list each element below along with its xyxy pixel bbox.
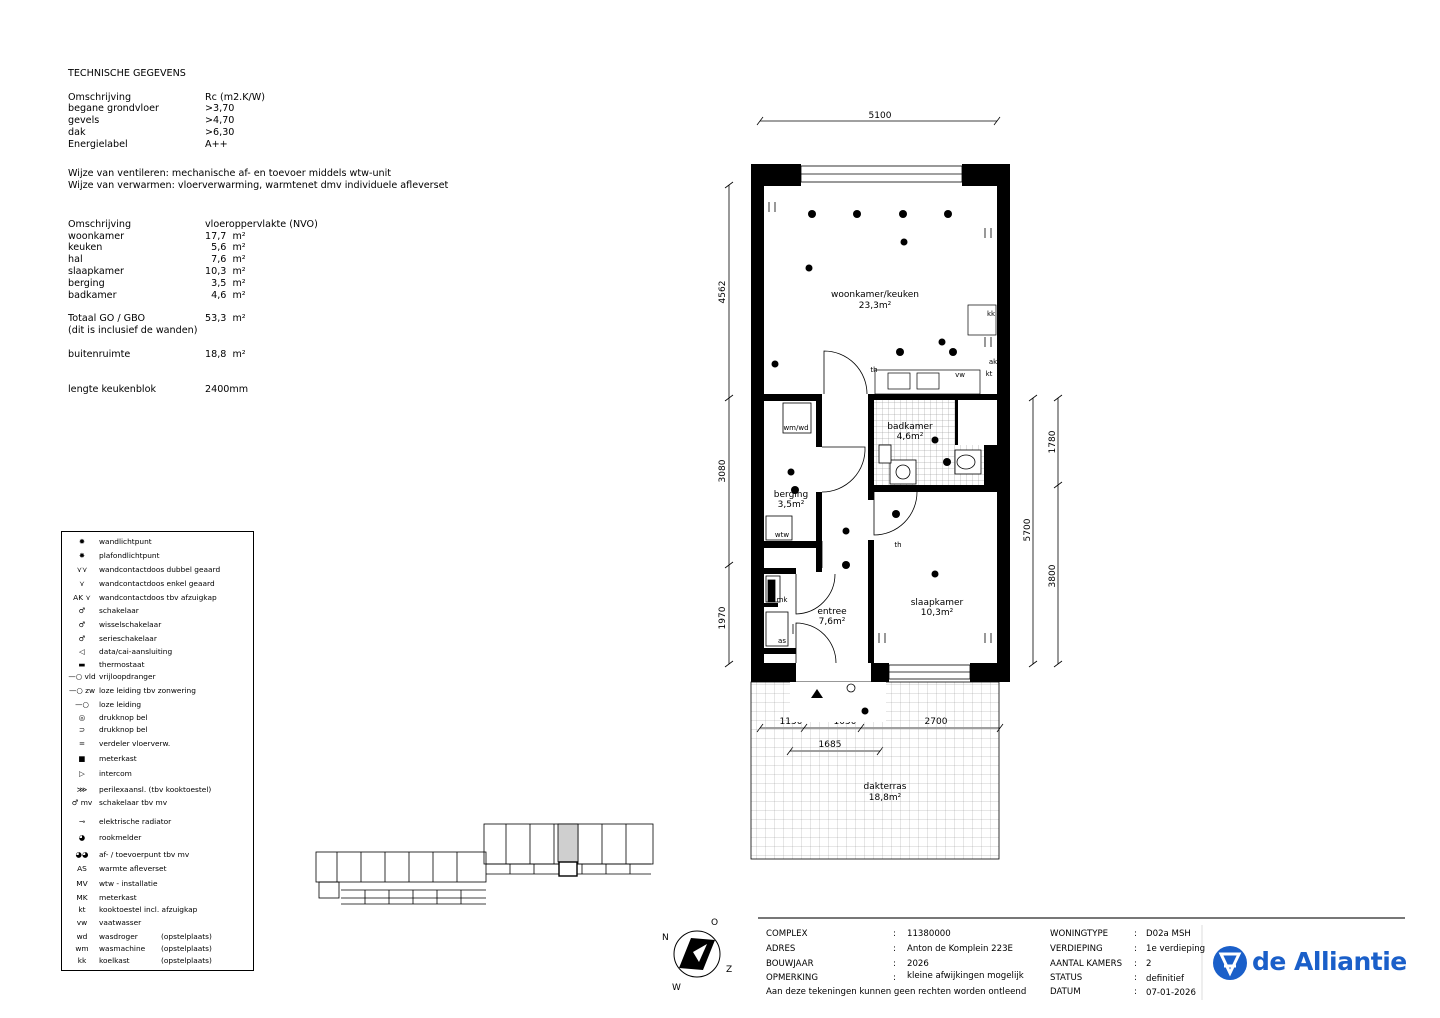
rc-row-label: Energielabel bbox=[68, 138, 128, 150]
legend-label: serieschakelaar bbox=[99, 634, 157, 643]
tb-label: AANTAL KAMERS bbox=[1050, 959, 1123, 969]
room-entry-area: 7,6m² bbox=[818, 617, 846, 627]
area-row-value: 17,7 m² bbox=[205, 230, 246, 242]
legend-label: schakelaar tbv mv bbox=[99, 798, 168, 807]
tb-label: DATUM bbox=[1050, 987, 1081, 997]
tb-label: OPMERKING bbox=[766, 973, 819, 983]
room-entry-name: entree bbox=[817, 607, 847, 617]
legend-label: wasmachine bbox=[99, 944, 146, 953]
tag-ak: ak bbox=[988, 358, 998, 366]
floor-heating-manifold-icon: ═ bbox=[79, 739, 85, 748]
site-key-plan bbox=[316, 824, 653, 904]
dim-right-outer: 5700 bbox=[1023, 518, 1033, 542]
tb-label: BOUWJAAR bbox=[766, 959, 814, 969]
legend-code: MK bbox=[76, 893, 88, 902]
area-row-label: badkamer bbox=[68, 289, 117, 301]
electric-radiator-icon: ⊸ bbox=[78, 817, 86, 826]
rc-row-value: A++ bbox=[205, 138, 228, 150]
tb-sep: : bbox=[893, 929, 896, 939]
kitchen-length-label: lengte keukenblok bbox=[68, 383, 157, 395]
tag-kk: kk bbox=[986, 310, 996, 318]
legend-label: koelkast bbox=[99, 956, 130, 965]
tb-label: ADRES bbox=[766, 944, 796, 954]
compass-w: W bbox=[672, 983, 681, 993]
total-note: (dit is inclusief de wanden) bbox=[68, 324, 198, 336]
ventilation-text: Wijze van ventileren: mechanische af- en toevoer middels wtw-unit bbox=[68, 168, 392, 180]
tb-disclaimer: Aan deze tekeningen kunnen geen rechten worden ontleend bbox=[766, 987, 1027, 997]
legend-label: schakelaar bbox=[99, 606, 139, 615]
room-terrace-name: dakterras bbox=[863, 782, 907, 792]
brand-logo bbox=[1210, 940, 1406, 986]
ceiling-light-icon: ✸ bbox=[78, 551, 86, 560]
compass-icon bbox=[674, 931, 720, 977]
smoke-detector-icon: ◕ bbox=[78, 833, 86, 842]
legend-code: MV bbox=[76, 879, 88, 888]
legend-label: data/cai-aansluiting bbox=[99, 647, 173, 656]
tb-sep: : bbox=[1134, 944, 1137, 954]
double-socket-icon: ⋎⋎ bbox=[76, 565, 88, 574]
tb-sep: : bbox=[1134, 959, 1137, 969]
data-outlet-icon: ◁ bbox=[79, 647, 85, 656]
legend-label: wandcontactdoos enkel geaard bbox=[99, 579, 215, 588]
area-row-label: berging bbox=[68, 277, 105, 289]
legend-label: meterkast bbox=[99, 893, 137, 902]
dim-left-3: 1970 bbox=[718, 606, 728, 630]
tb-sep: : bbox=[893, 944, 896, 954]
legend-label: kooktoestel incl. afzuigkap bbox=[99, 905, 198, 914]
heating-text: Wijze van verwarmen: vloerverwarming, warmtenet dmv individuele afleverset bbox=[68, 180, 449, 192]
tb-sep: : bbox=[893, 973, 896, 983]
room-storage-name: berging bbox=[773, 490, 809, 500]
doorbell-icon: ◎ bbox=[78, 713, 86, 722]
compass-n: N bbox=[662, 933, 669, 943]
legend-label: wandcontactdoos dubbel geaard bbox=[99, 565, 221, 574]
legend-code: AS bbox=[77, 864, 87, 873]
tb-value: D02a MSH bbox=[1146, 929, 1191, 939]
legend-label: af- / toevoerpunt tbv mv bbox=[99, 850, 190, 859]
legend-code: kk bbox=[77, 956, 87, 965]
tb-value: 1e verdieping bbox=[1146, 944, 1206, 954]
area-header-label: Omschrijving bbox=[68, 218, 132, 230]
ventilation-point-icon: ◕◕ bbox=[75, 850, 89, 859]
room-living-name: woonkamer/keuken bbox=[831, 290, 919, 300]
area-row-value: 4,6 m² bbox=[205, 289, 246, 301]
rc-header-label: Omschrijving bbox=[68, 91, 132, 103]
dim-right-1: 1780 bbox=[1048, 430, 1058, 454]
dim-left-2: 3080 bbox=[718, 459, 728, 483]
tb-sep: : bbox=[893, 959, 896, 969]
legend-label: wasdroger bbox=[99, 932, 138, 941]
tb-value: kleine afwijkingen mogelijk bbox=[907, 971, 1024, 981]
tb-sep: : bbox=[1134, 987, 1137, 997]
rc-row-label: gevels bbox=[68, 115, 100, 127]
kitchen-length-value: 2400mm bbox=[205, 383, 249, 395]
tag-mk: mk bbox=[776, 596, 788, 604]
tag-th: th bbox=[894, 541, 902, 549]
compass-o: O bbox=[711, 918, 719, 928]
total-value: 53,3 m² bbox=[205, 313, 246, 325]
hood-socket-icon: AK ⋎ bbox=[73, 593, 91, 602]
empty-conduit-icon: —○ bbox=[75, 700, 89, 709]
perilex-icon: ⋙ bbox=[76, 785, 88, 794]
tag-wmwd: wm/wd bbox=[783, 424, 809, 432]
room-living-area: 23,3m² bbox=[858, 301, 892, 311]
compass-z: Z bbox=[726, 965, 733, 975]
area-row-value: 7,6 m² bbox=[205, 254, 246, 266]
legend-code: vw bbox=[76, 918, 88, 927]
tb-value: 2 bbox=[1146, 959, 1152, 969]
legend-label: drukknop bel bbox=[99, 725, 148, 734]
area-header-value: vloeroppervlakte (NVO) bbox=[205, 218, 318, 230]
tag-as: as bbox=[778, 637, 786, 645]
legend-label: drukknop bel bbox=[99, 713, 148, 722]
tb-value: 11380000 bbox=[907, 929, 951, 939]
doorbell-button-icon: ⊃ bbox=[78, 725, 86, 734]
tag-th: th bbox=[870, 366, 878, 374]
area-row-label: slaapkamer bbox=[68, 265, 124, 277]
total-label: Totaal GO / GBO bbox=[68, 313, 146, 325]
legend-code: wd bbox=[76, 932, 88, 941]
legend-label: perilexaansl. (tbv kooktoestel) bbox=[99, 785, 212, 794]
legend-label: loze leiding tbv zonwering bbox=[99, 686, 196, 695]
outdoor-value: 18,8 m² bbox=[205, 348, 246, 360]
legend-label: meterkast bbox=[99, 754, 137, 763]
legend-label: wandcontactdoos tbv afzuigkap bbox=[99, 593, 217, 602]
legend-label: vaatwasser bbox=[99, 918, 142, 927]
technical-heading: TECHNISCHE GEGEVENS bbox=[68, 68, 186, 79]
legend-label: thermostaat bbox=[99, 660, 145, 669]
tb-label: VERDIEPING bbox=[1050, 944, 1103, 954]
room-bedroom-area: 10,3m² bbox=[920, 608, 954, 618]
legend-label: elektrische radiator bbox=[99, 817, 172, 826]
dim-left-1: 4562 bbox=[718, 280, 728, 304]
legend-label: vrijloopdranger bbox=[99, 672, 156, 681]
legend-label: wtw - installatie bbox=[99, 879, 158, 888]
tb-label: STATUS bbox=[1050, 973, 1083, 983]
dim-width: 5100 bbox=[868, 111, 892, 121]
legend-label: verdeler vloerverw. bbox=[99, 739, 171, 748]
outdoor-label: buitenruimte bbox=[68, 348, 131, 360]
room-terrace-area: 18,8m² bbox=[868, 793, 902, 803]
tb-value: Anton de Komplein 223E bbox=[907, 944, 1013, 954]
toggle-switch-icon: ♂ bbox=[78, 620, 86, 629]
rc-row-value: >6,30 bbox=[205, 126, 235, 138]
tag-vw: vw bbox=[955, 371, 965, 379]
area-row-label: keuken bbox=[68, 242, 103, 254]
mv-switch-icon: ♂ mv bbox=[71, 798, 93, 807]
legend-extra: (opstelplaats) bbox=[161, 932, 212, 941]
room-bath-name: badkamer bbox=[887, 422, 933, 432]
door-closer-icon: —○ vld bbox=[68, 672, 96, 681]
legend-code: kt bbox=[78, 905, 86, 914]
room-bedroom-name: slaapkamer bbox=[910, 598, 964, 608]
legend-label: loze leiding bbox=[99, 700, 142, 709]
legend-extra: (opstelplaats) bbox=[161, 944, 212, 953]
area-row-label: hal bbox=[68, 254, 83, 266]
legend-code: wm bbox=[75, 944, 89, 953]
rc-row-value: >3,70 bbox=[205, 103, 235, 115]
intercom-icon: ▷ bbox=[79, 769, 85, 778]
meter-box-icon: ■ bbox=[78, 754, 86, 763]
area-row-label: woonkamer bbox=[68, 230, 125, 242]
area-row-value: 5,6 m² bbox=[205, 242, 246, 254]
terrace-label-bg bbox=[790, 682, 886, 722]
series-switch-icon: ♂ bbox=[78, 634, 86, 643]
rc-row-value: >4,70 bbox=[205, 115, 235, 127]
tb-label: COMPLEX bbox=[766, 929, 808, 939]
legend-extra: (opstelplaats) bbox=[161, 956, 212, 965]
dim-right-2: 3800 bbox=[1048, 564, 1058, 588]
storage-appliances bbox=[766, 403, 811, 646]
tb-value: definitief bbox=[1146, 974, 1185, 984]
legend-label: intercom bbox=[99, 769, 132, 778]
tag-kt: kt bbox=[985, 370, 993, 378]
tb-label: WONINGTYPE bbox=[1050, 929, 1109, 939]
wall-light-icon: ✹ bbox=[78, 537, 86, 546]
rc-row-label: dak bbox=[68, 126, 86, 138]
tb-sep: : bbox=[1134, 929, 1137, 939]
tb-sep: : bbox=[1134, 973, 1137, 983]
rc-header-value: Rc (m2.K/W) bbox=[205, 91, 265, 103]
legend-label: wandlichtpunt bbox=[99, 537, 152, 546]
area-row-value: 3,5 m² bbox=[205, 277, 246, 289]
room-storage-area: 3,5m² bbox=[777, 500, 805, 510]
logo-text: de Alliantie bbox=[1252, 947, 1407, 976]
sunshade-conduit-icon: —○ zw bbox=[68, 686, 96, 695]
rc-row-label: begane grondvloer bbox=[68, 103, 159, 115]
single-socket-icon: ⋎ bbox=[79, 579, 85, 588]
legend-label: plafondlichtpunt bbox=[99, 551, 160, 560]
room-bath-area: 4,6m² bbox=[896, 432, 924, 442]
switch-icon: ♂ bbox=[78, 606, 86, 615]
legend-label: rookmelder bbox=[99, 833, 142, 842]
tb-value: 07-01-2026 bbox=[1146, 988, 1196, 998]
tb-value: 2026 bbox=[907, 959, 929, 969]
tag-wtw: wtw bbox=[774, 531, 790, 539]
area-row-value: 10,3 m² bbox=[205, 265, 246, 277]
thermostat-icon: ▬ bbox=[78, 660, 86, 669]
kitchen-counter bbox=[875, 305, 996, 394]
legend-label: warmte afleverset bbox=[99, 864, 167, 873]
legend-label: wisselschakelaar bbox=[99, 620, 162, 629]
